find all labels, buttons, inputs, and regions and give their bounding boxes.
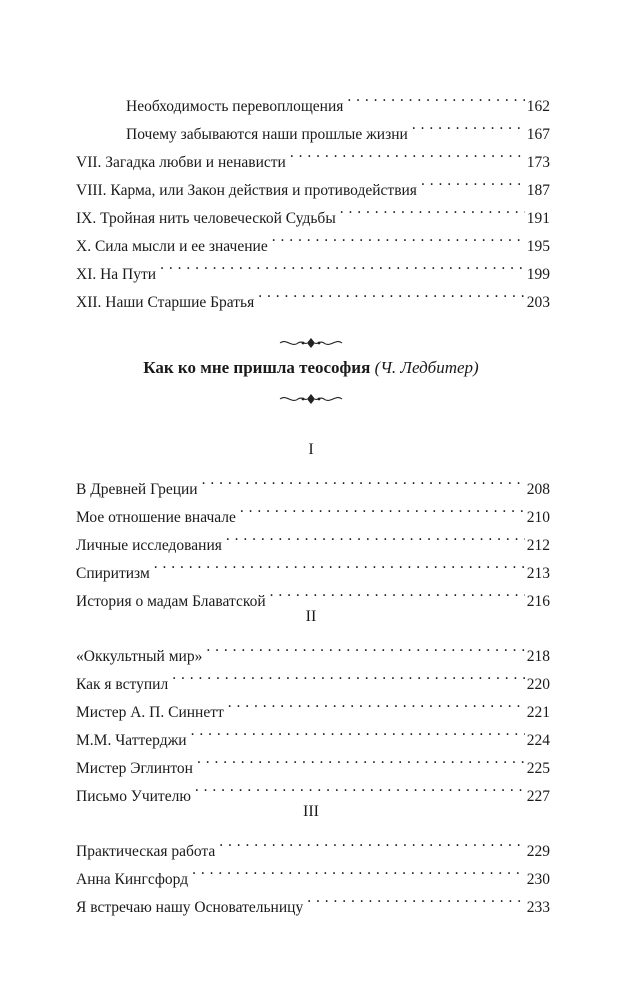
toc-entry <box>76 466 550 498</box>
toc-entry-title: Как я вступил <box>76 676 169 693</box>
toc-entry-page: 167 <box>526 126 550 143</box>
toc-entry-title: М.М. Чаттерджи <box>76 732 187 749</box>
toc-entry-title: Мистер А. П. Синнетт <box>76 704 224 721</box>
toc-entry-title: Необходимость перевоплощения <box>126 98 344 115</box>
leader-dots <box>191 717 525 745</box>
leader-dots <box>195 773 525 801</box>
toc-entry-title: В Древней Греции <box>76 481 198 498</box>
flourish-icon <box>278 336 344 350</box>
toc-entry-page: 195 <box>526 238 550 255</box>
leader-dots <box>307 884 525 912</box>
section-heading <box>0 358 622 378</box>
toc-entry-page: 191 <box>526 210 550 227</box>
leader-dots <box>240 494 525 522</box>
section-title: Как ко мне пришла теософия <box>143 358 371 377</box>
toc-entry <box>76 828 550 860</box>
leader-dots <box>206 633 524 661</box>
toc-top-block <box>76 83 550 311</box>
toc-entry-title: Мистер Эглинтон <box>76 760 193 777</box>
toc-entry-page: 218 <box>526 648 550 665</box>
leader-dots <box>154 550 525 578</box>
toc-entry-page: 187 <box>526 182 550 199</box>
toc-entry-page: 199 <box>526 266 550 283</box>
toc-entry-page: 230 <box>526 871 550 888</box>
toc-entry <box>76 633 550 665</box>
part-numeral: I <box>308 441 314 458</box>
toc-entry-title: Мое отношение вначале <box>76 509 236 526</box>
part-i-entries <box>76 466 550 610</box>
toc-entry-page: 213 <box>526 565 550 582</box>
leader-dots <box>172 661 525 689</box>
part-iii-entries <box>76 828 550 916</box>
part-numeral: II <box>305 608 317 625</box>
toc-entry-page: 162 <box>526 98 550 115</box>
toc-entry-title: VII. Загадка любви и ненависти <box>76 154 286 171</box>
flourish-icon <box>278 392 344 406</box>
toc-entry-title: Личные исследования <box>76 537 222 554</box>
toc-entry-page: 224 <box>526 732 550 749</box>
part-ii-entries <box>76 633 550 805</box>
toc-entry-title: «Оккультный мир» <box>76 648 203 665</box>
leader-dots <box>270 578 525 606</box>
toc-entry-page: 227 <box>526 788 550 805</box>
leader-dots <box>202 466 525 494</box>
toc-entry-page: 216 <box>526 593 550 610</box>
leader-dots <box>421 167 525 195</box>
toc-entry-title: Спиритизм <box>76 565 150 582</box>
toc-entry-page: 208 <box>526 481 550 498</box>
toc-entry-page: 173 <box>526 154 550 171</box>
toc-entry-title: Практическая работа <box>76 843 216 860</box>
toc-entry-page: 203 <box>526 294 550 311</box>
leader-dots <box>340 195 525 223</box>
toc-entry-title: IX. Тройная нить человеческой Судьбы <box>76 210 336 227</box>
ornament-top <box>0 336 622 350</box>
leader-dots <box>228 689 525 717</box>
toc-entry-title: Почему забываются наши прошлые жизни <box>126 126 408 143</box>
toc-entry-title: VIII. Карма, или Закон действия и противодействия <box>76 182 417 199</box>
leader-dots <box>258 279 524 307</box>
toc-entry-title: История о мадам Блаватской <box>76 593 266 610</box>
leader-dots <box>347 83 524 111</box>
toc-entry-page: 220 <box>526 676 550 693</box>
toc-entry-page: 212 <box>526 537 550 554</box>
ornament-bottom <box>0 392 622 406</box>
leader-dots <box>290 139 525 167</box>
toc-entry-title: Я встречаю нашу Основательницу <box>76 899 304 916</box>
leader-dots <box>219 828 525 856</box>
toc-entry-title: XII. Наши Старшие Братья <box>76 294 255 311</box>
leader-dots <box>272 223 525 251</box>
leader-dots <box>160 251 525 279</box>
part-numeral: III <box>303 803 319 820</box>
toc-entry-title: XI. На Пути <box>76 266 157 283</box>
toc-entry-title: Анна Кингсфорд <box>76 871 189 888</box>
leader-dots <box>226 522 525 550</box>
toc-entry-title: Письмо Учителю <box>76 788 191 805</box>
leader-dots <box>192 856 525 884</box>
toc-entry-page: 233 <box>526 899 550 916</box>
toc-entry-page: 225 <box>526 760 550 777</box>
leader-dots <box>197 745 525 773</box>
leader-dots <box>412 111 525 139</box>
toc-entry-page: 221 <box>526 704 550 721</box>
toc-entry-title: X. Сила мысли и ее значение <box>76 238 268 255</box>
toc-entry <box>76 83 550 115</box>
toc-entry-page: 229 <box>526 843 550 860</box>
section-author: (Ч. Ледбитер) <box>374 358 479 377</box>
toc-entry-page: 210 <box>526 509 550 526</box>
